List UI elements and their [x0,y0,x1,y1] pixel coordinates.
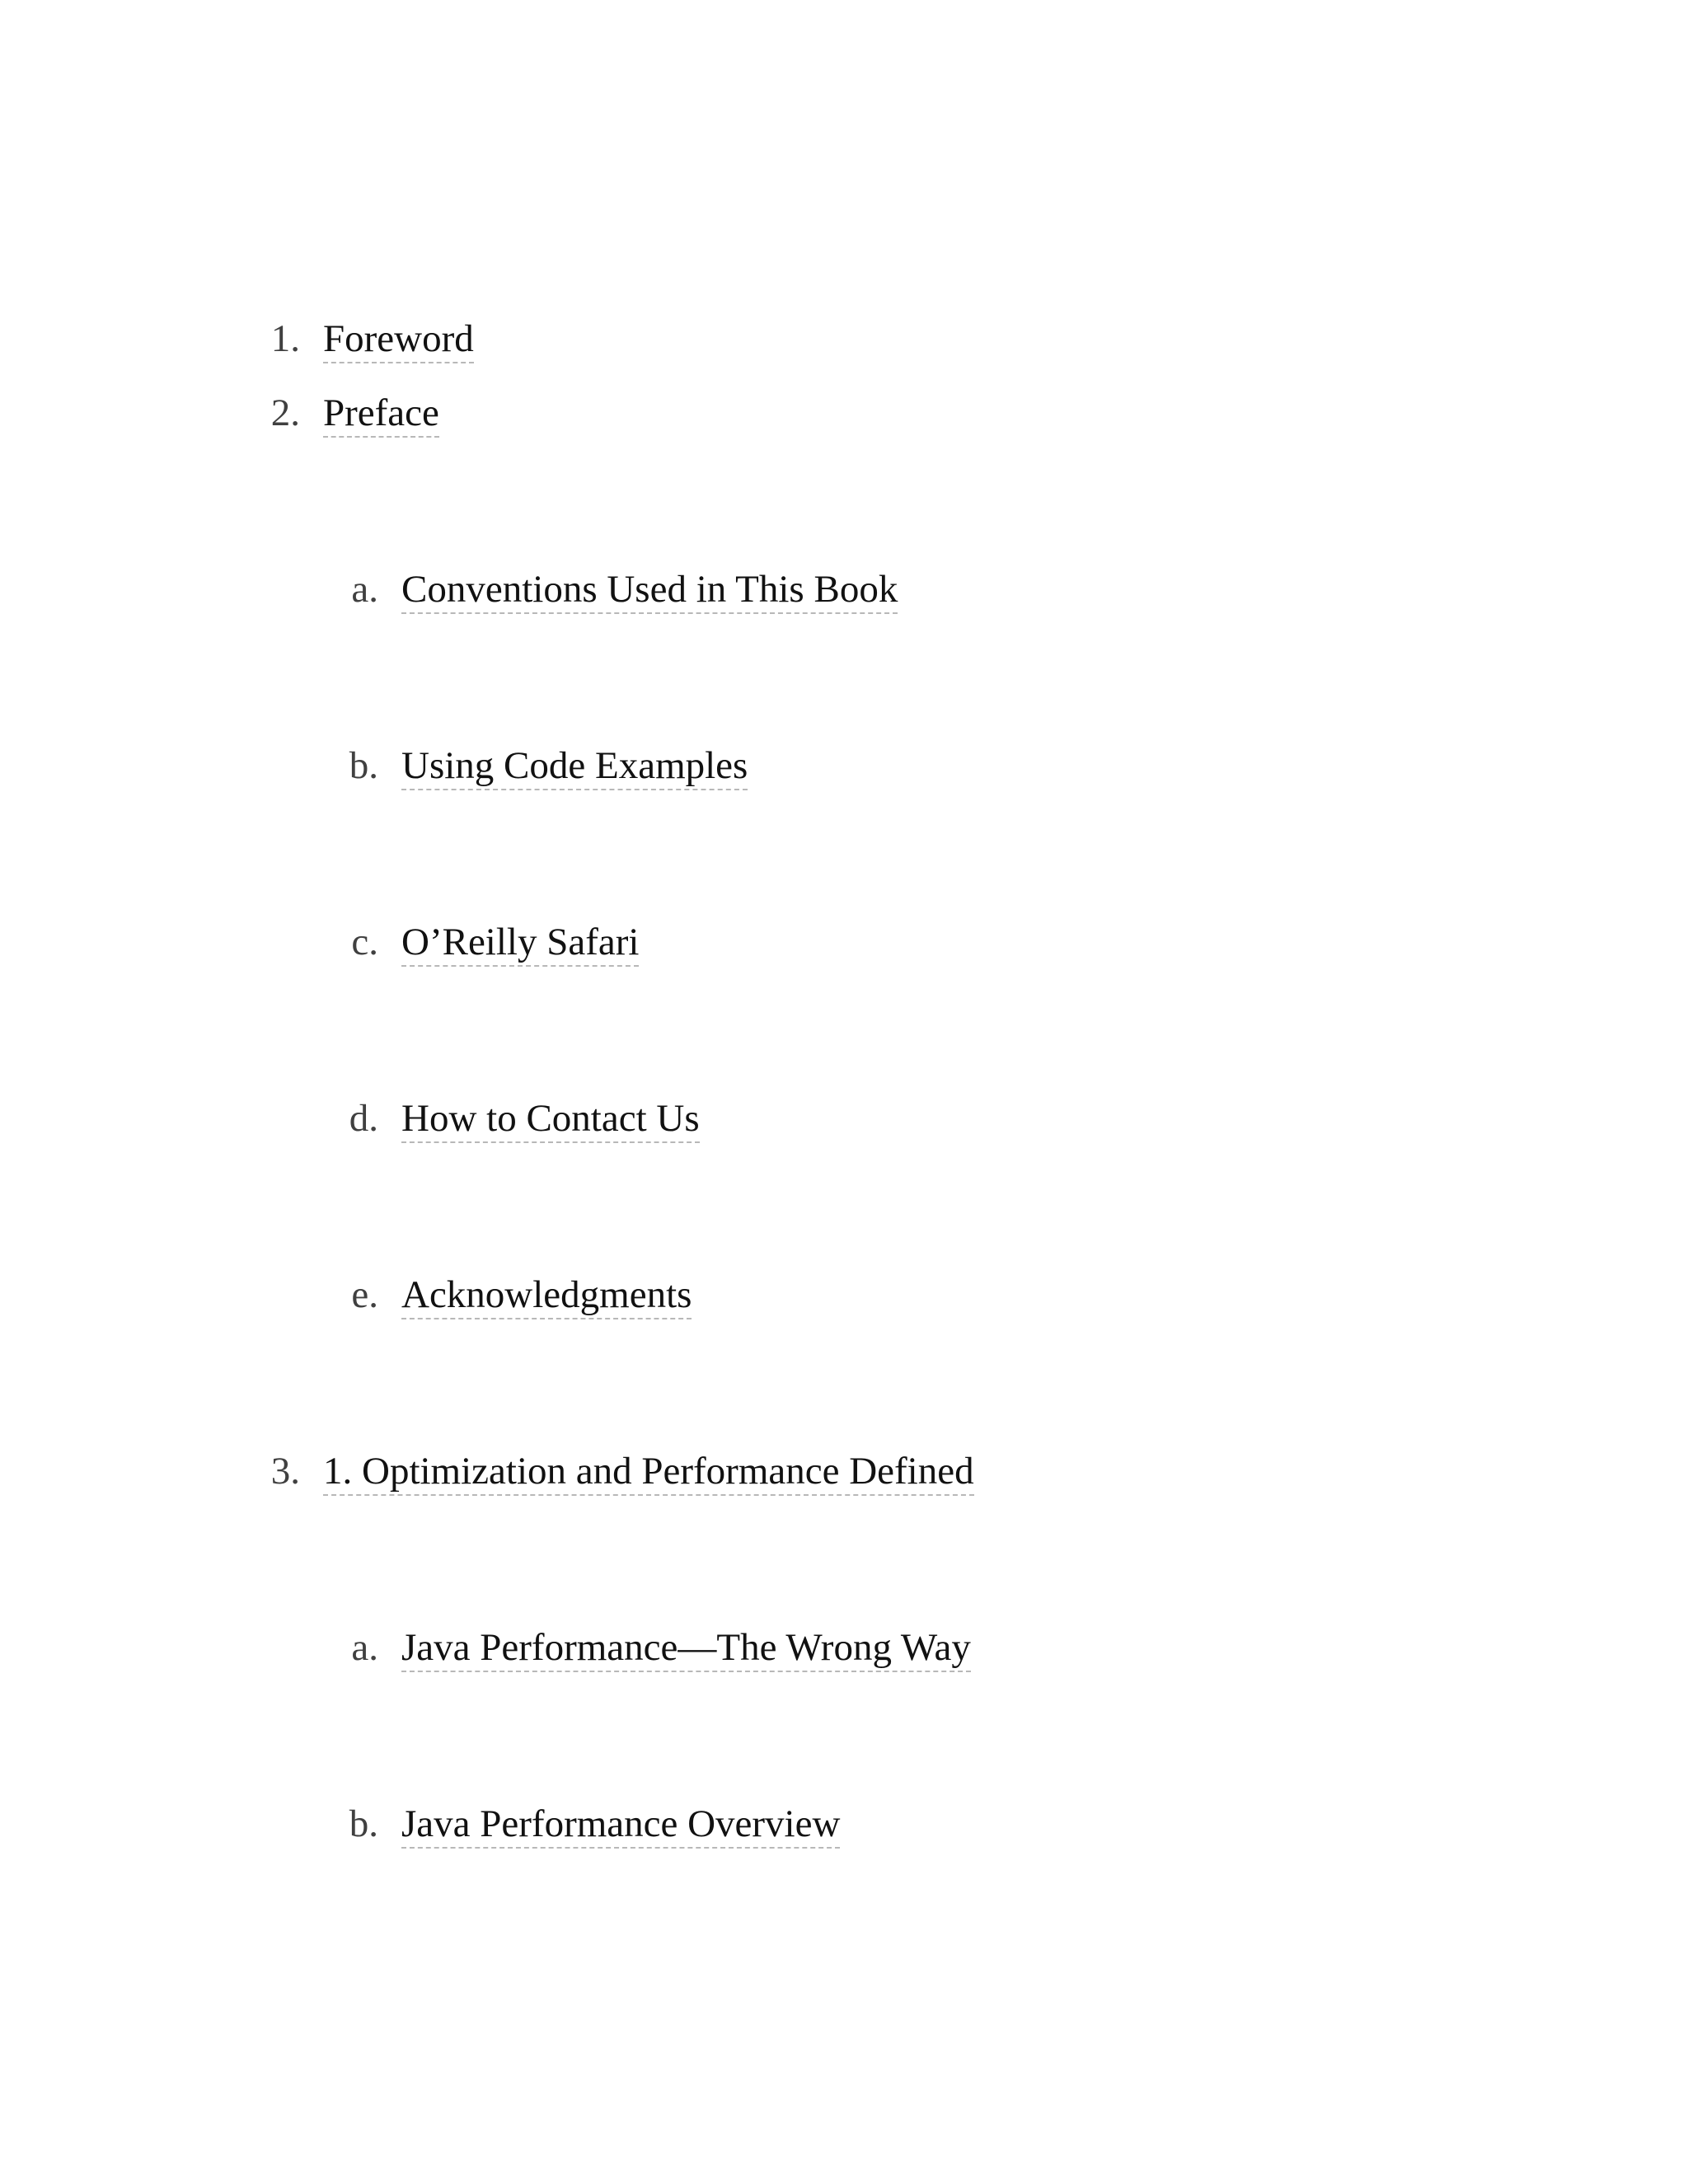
toc-link-acknowledgments[interactable]: Acknowledgments [401,1273,692,1319]
toc-link-contact[interactable]: How to Contact Us [401,1097,700,1143]
list-marker: 1. [270,317,300,360]
list-marker: a. [351,1626,378,1669]
toc-item-foreword [270,314,474,363]
list-marker: c. [351,921,378,963]
list-marker: 3. [270,1450,300,1493]
toc-link-safari[interactable]: O’Reilly Safari [401,921,639,967]
toc-item-wrong-way [351,1623,971,1672]
list-marker: b. [349,744,378,787]
list-marker: 2. [270,391,300,434]
list-marker: d. [349,1097,378,1140]
toc-item-acknowledgments [351,1270,692,1319]
toc-link-wrong-way[interactable]: Java Performance—The Wrong Way [401,1626,971,1672]
toc-link-code-examples[interactable]: Using Code Examples [401,744,748,790]
toc-link-chapter-1[interactable]: 1. Optimization and Performance Defined [323,1450,974,1496]
toc-link-conventions[interactable]: Conventions Used in This Book [401,568,898,614]
list-marker: e. [351,1273,378,1316]
toc-link-overview[interactable]: Java Performance Overview [401,1802,840,1849]
toc-item-safari [351,917,640,967]
toc-item-overview [349,1799,841,1849]
toc-item-chapter-1 [270,1446,974,1496]
list-marker: a. [351,568,378,611]
list-marker: b. [349,1802,378,1845]
toc-item-conventions [351,565,898,614]
toc-item-contact [349,1094,700,1143]
toc-item-preface [270,388,439,438]
toc-link-foreword[interactable]: Foreword [323,317,474,363]
toc-link-preface[interactable]: Preface [323,391,439,438]
toc-item-code-examples [349,741,748,790]
